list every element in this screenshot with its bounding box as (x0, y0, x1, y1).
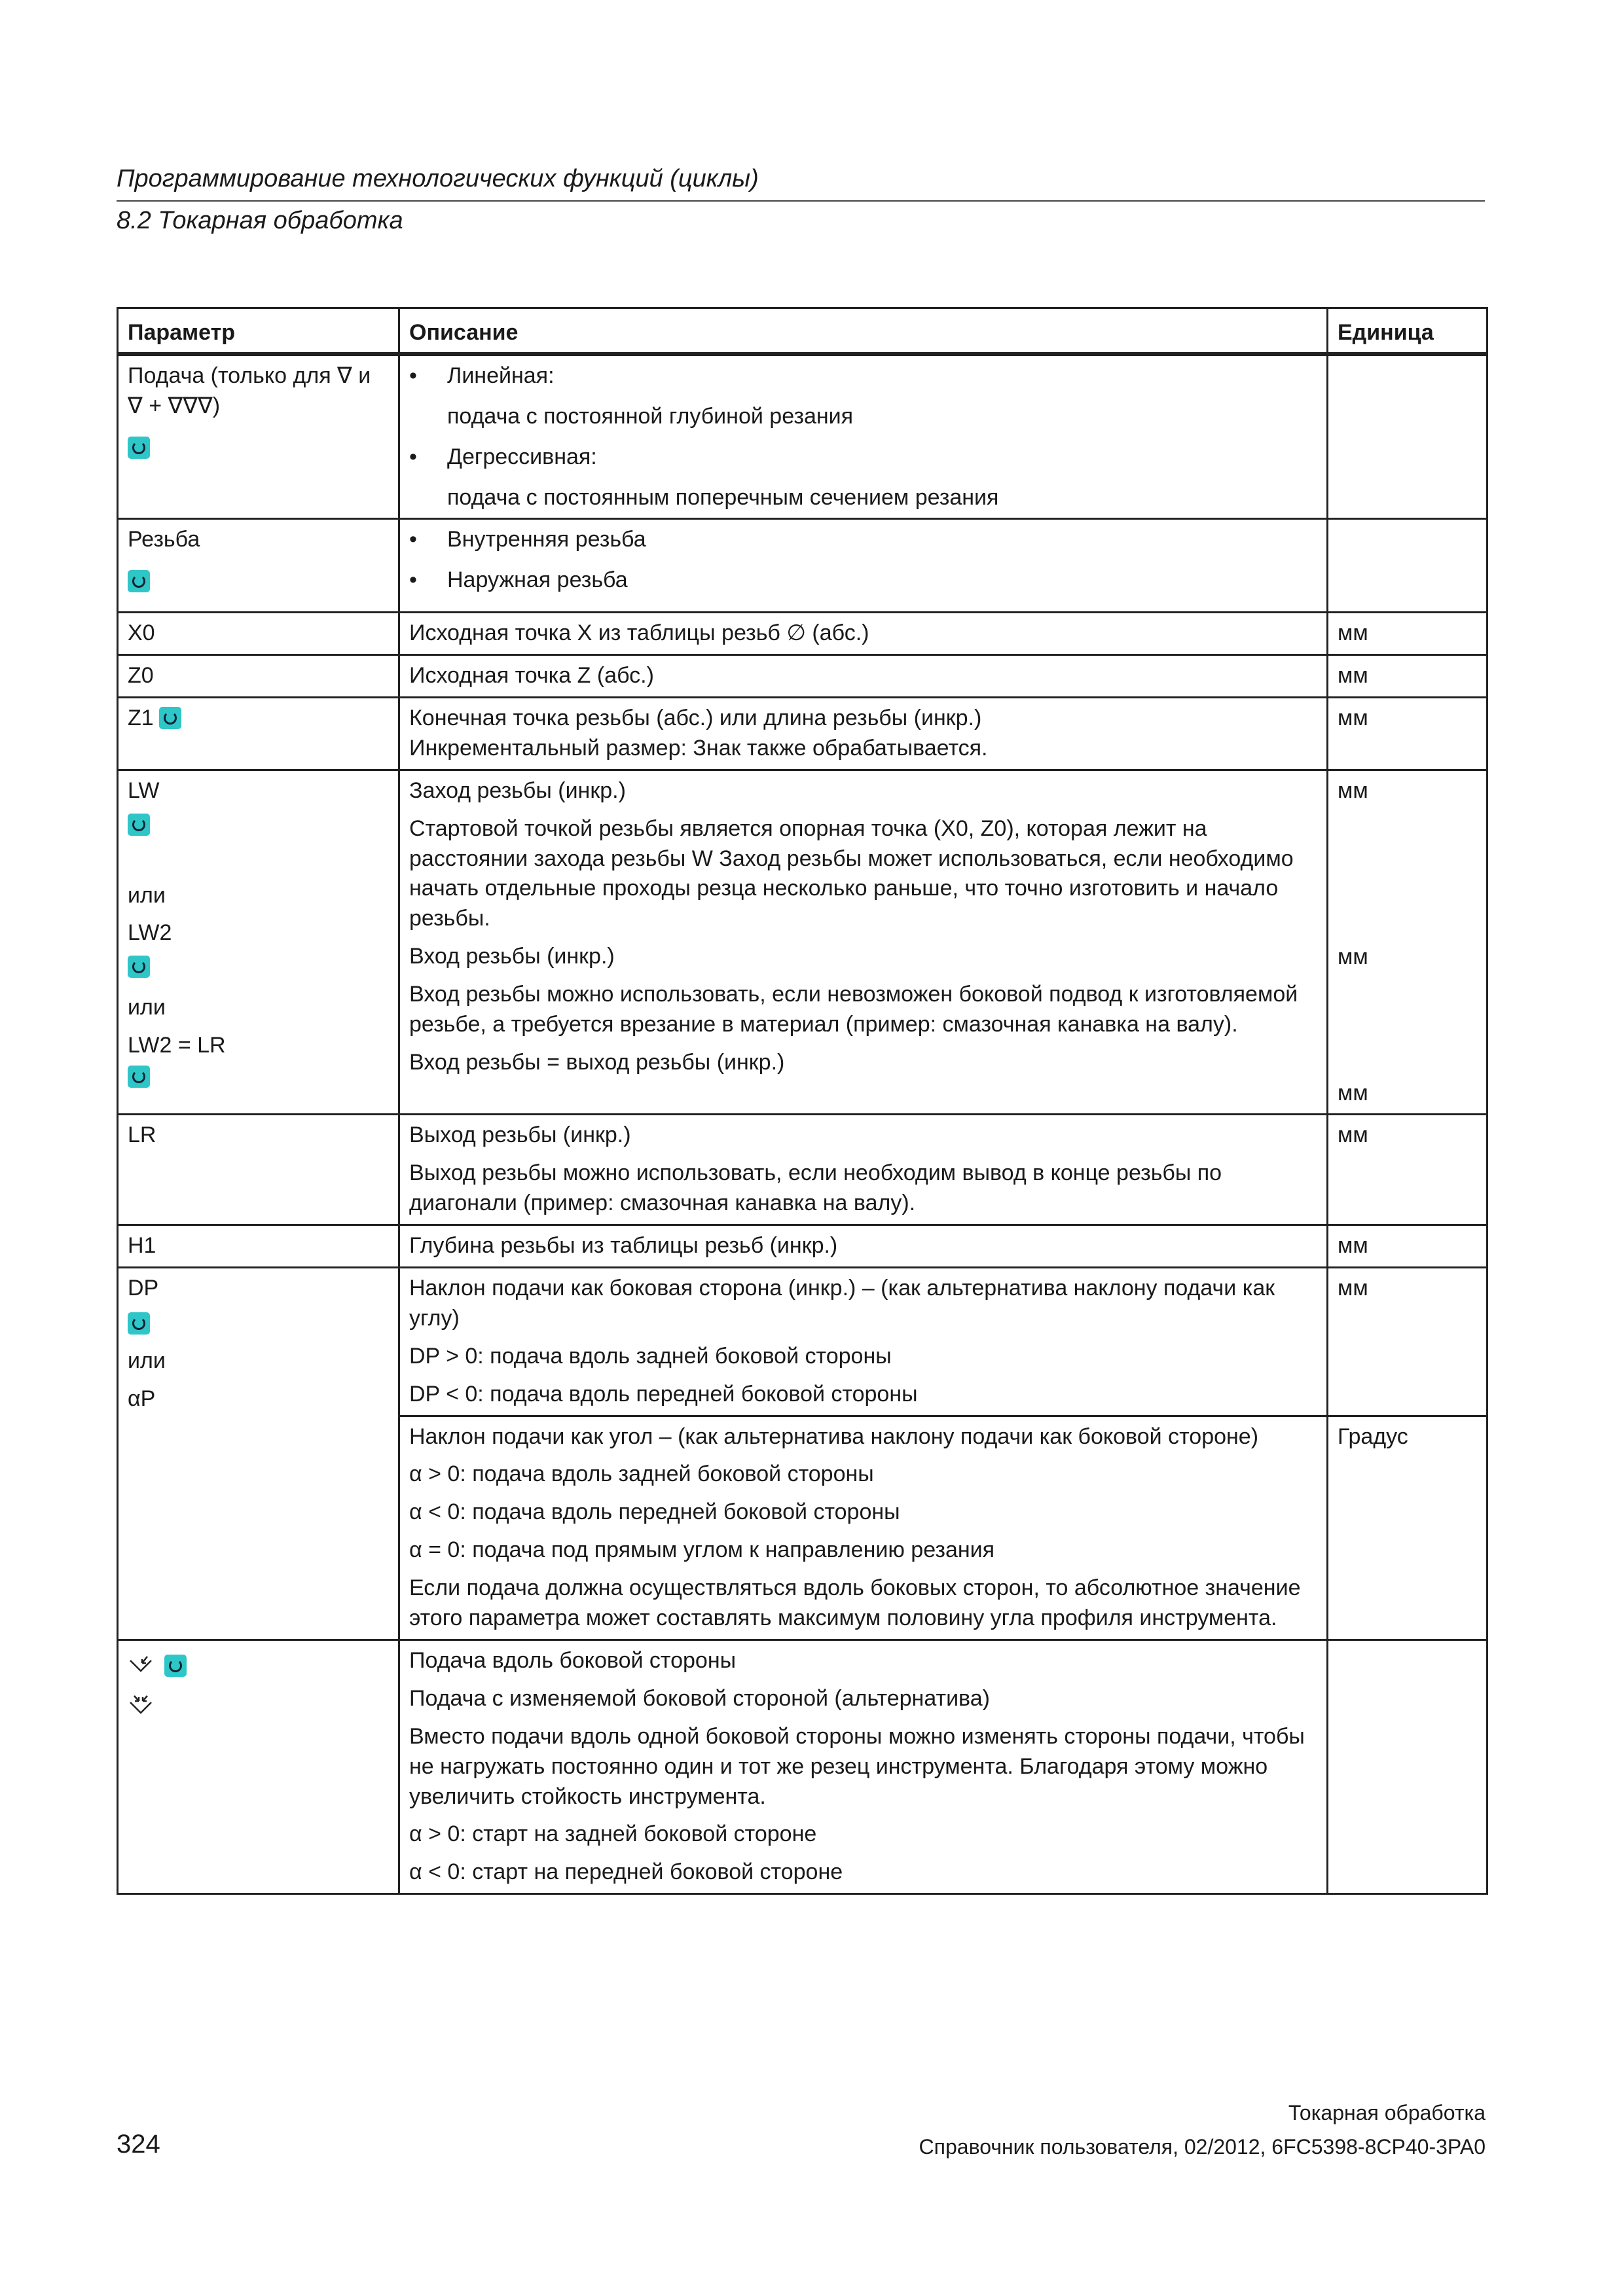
unit-lw: мм (1338, 778, 1368, 803)
desc-flank-5: α < 0: старт на передней боковой стороне (409, 1859, 843, 1885)
desc-lw-3: Вход резьбы = выход резьбы (инкр.) (409, 1049, 785, 1075)
table-row (118, 655, 1487, 698)
table-row (118, 698, 1487, 770)
footer-title: Токарная обработка (1288, 2101, 1486, 2125)
footer-reference: Справочник пользователя, 02/2012, 6FC5398-8CP40-3PA0 (919, 2135, 1486, 2159)
desc-lw-1: Заход резьбы (инкр.) (409, 778, 626, 803)
desc-lw-2b: Вход резьбы можно использовать, если невозможен боковой подвод к изготовляемой резьбе, а требуется врезание в материал (пример: смазочная канавка на валу). (409, 982, 1298, 1037)
unit-dp: мм (1328, 1268, 1487, 1416)
single-flank-infeed-icon (128, 1654, 159, 1680)
toggle-icon[interactable] (128, 1066, 150, 1088)
desc-alpha-5: Если подача должна осуществляться вдоль боковых сторон, то абсолютное значение этого параметра может составлять максимум половину угла профиля инструмента. (409, 1575, 1301, 1631)
unit-lw2-lr: мм (1338, 1080, 1368, 1105)
desc-h1: Глубина резьбы из таблицы резьб (инкр.) (399, 1225, 1328, 1268)
table-row (118, 1225, 1487, 1268)
param-alpha-p: αP (128, 1386, 156, 1411)
toggle-icon[interactable] (164, 1655, 187, 1677)
or-label: или (128, 1348, 166, 1373)
toggle-icon[interactable] (159, 707, 181, 729)
desc-cell (399, 1268, 1328, 1416)
desc-lw-2: Вход резьбы (инкр.) (409, 944, 615, 969)
param-lw: LW (128, 778, 160, 803)
unit-h1: мм (1328, 1225, 1487, 1268)
page-number: 324 (117, 2130, 160, 2159)
desc-z1-2: Инкрементальный размер: Знак также обрабатывается. (409, 735, 988, 761)
desc-dp-2: DP > 0: подача вдоль задней боковой стороны (409, 1343, 892, 1369)
column-header-parameter: Параметр (118, 308, 399, 354)
or-label: или (128, 882, 166, 908)
column-header-description: Описание (399, 308, 1328, 354)
desc-cell (399, 770, 1328, 1115)
table-row (118, 519, 1487, 613)
param-h1: H1 (118, 1225, 399, 1268)
desc-lr-1: Выход резьбы (инкр.) (409, 1122, 631, 1148)
desc-z0: Исходная точка Z (абс.) (399, 655, 1328, 698)
unit-cell (1328, 770, 1487, 1115)
unit-z1: мм (1328, 698, 1487, 770)
table-row (118, 1640, 1487, 1893)
param-cell (118, 1268, 399, 1640)
param-cell (118, 698, 399, 770)
toggle-icon[interactable] (128, 437, 150, 459)
linear-desc: подача с постоянной глубиной резания (447, 403, 854, 429)
list-item: • Дегрессивная: (409, 444, 597, 469)
desc-alpha-1: Наклон подачи как угол – (как альтернатива наклону подачи как боковой стороне) (409, 1424, 1259, 1449)
toggle-icon[interactable] (128, 570, 150, 592)
table-row (118, 1115, 1487, 1225)
desc-cell (399, 1115, 1328, 1225)
unit-cell (1328, 519, 1487, 613)
list-item: • Линейная: (409, 363, 555, 388)
param-z0: Z0 (118, 655, 399, 698)
unit-lw2: мм (1338, 944, 1368, 969)
desc-cell (399, 519, 1328, 613)
desc-dp-1: Наклон подачи как боковая сторона (инкр.) – (как альтернатива наклону подачи как углу) (409, 1276, 1275, 1331)
alternating-flank-infeed-icon (128, 1695, 159, 1721)
degressive-desc: подача с постоянным поперечным сечением резания (447, 484, 999, 510)
unit-alpha: Градус (1328, 1416, 1487, 1640)
param-cell (118, 519, 399, 613)
table-row (118, 613, 1487, 655)
param-cell (118, 354, 399, 519)
desc-z1-1: Конечная точка резьбы (абс.) или длина резьбы (инкр.) (409, 706, 982, 731)
param-cell (118, 770, 399, 1115)
flank-icon-row-2 (128, 1692, 389, 1722)
table-row (118, 770, 1487, 1115)
or-label: или (128, 995, 166, 1020)
toggle-icon[interactable] (128, 814, 150, 836)
param-lw2-lr: LW2 = LR (128, 1033, 226, 1058)
desc-flank-1: Подача вдоль боковой стороны (409, 1647, 737, 1673)
desc-x0: Исходная точка X из таблицы резьб ∅ (абс.) (399, 613, 1328, 655)
desc-alpha-2: α > 0: подача вдоль задней боковой стороны (409, 1462, 874, 1487)
param-lw2: LW2 (128, 920, 172, 946)
parameter-table (117, 307, 1488, 1895)
desc-cell (399, 1416, 1328, 1640)
param-cell (118, 1640, 399, 1893)
desc-cell (399, 698, 1328, 770)
desc-alpha-3: α < 0: подача вдоль передней боковой стороны (409, 1499, 900, 1525)
desc-lr-2: Выход резьбы можно использовать, если необходим вывод в конце резьбы по диагонали (пример: смазочная канавка на валу). (409, 1160, 1222, 1216)
table-header-row (118, 308, 1487, 354)
desc-cell (399, 1640, 1328, 1893)
param-lr: LR (118, 1115, 399, 1225)
desc-alpha-4: α = 0: подача под прямым углом к направлению резания (409, 1537, 995, 1563)
param-x0: X0 (118, 613, 399, 655)
desc-flank-3: Вместо подачи вдоль одной боковой стороны можно изменять стороны подачи, чтобы не нагружать постоянно один и тот же резец инструмента. Благодаря этому можно увеличить стойкость инструмента. (409, 1723, 1305, 1809)
table-row (118, 354, 1487, 519)
section-title: 8.2 Токарная обработка (117, 207, 403, 234)
param-z1: Z1 (128, 706, 154, 731)
param-thread: Резьба (128, 527, 200, 552)
header-rule (117, 200, 1485, 202)
unit-x0: мм (1328, 613, 1487, 655)
chapter-title: Программирование технологических функций (циклы) (117, 165, 759, 192)
desc-cell (399, 354, 1328, 519)
unit-cell (1328, 354, 1487, 519)
desc-lw-1b: Стартовой точкой резьбы является опорная точка (X0, Z0), которая лежит на расстоянии захода резьбы W Заход резьбы может использоваться, если необходимо начать отдельные проходы резца несколько раньше, что точно изготовить и начало резьбы. (409, 816, 1294, 931)
desc-dp-3: DP < 0: подача вдоль передней боковой стороны (409, 1381, 918, 1407)
list-item: • Внутренняя резьба (409, 527, 646, 552)
desc-flank-4: α > 0: старт на задней боковой стороне (409, 1821, 817, 1847)
unit-z0: мм (1328, 655, 1487, 698)
param-feed: Подача (только для ∇ и ∇ + ∇∇∇) (128, 363, 371, 418)
unit-cell (1328, 1640, 1487, 1893)
toggle-icon[interactable] (128, 1312, 150, 1335)
param-dp: DP (128, 1276, 159, 1301)
column-header-unit: Единица (1328, 308, 1487, 354)
flank-icon-row (128, 1651, 389, 1681)
unit-lr: мм (1328, 1115, 1487, 1225)
toggle-icon[interactable] (128, 956, 150, 978)
list-item: • Наружная резьба (409, 567, 628, 593)
desc-flank-2: Подача с изменяемой боковой стороной (альтернатива) (409, 1685, 990, 1711)
table-row (118, 1268, 1487, 1416)
